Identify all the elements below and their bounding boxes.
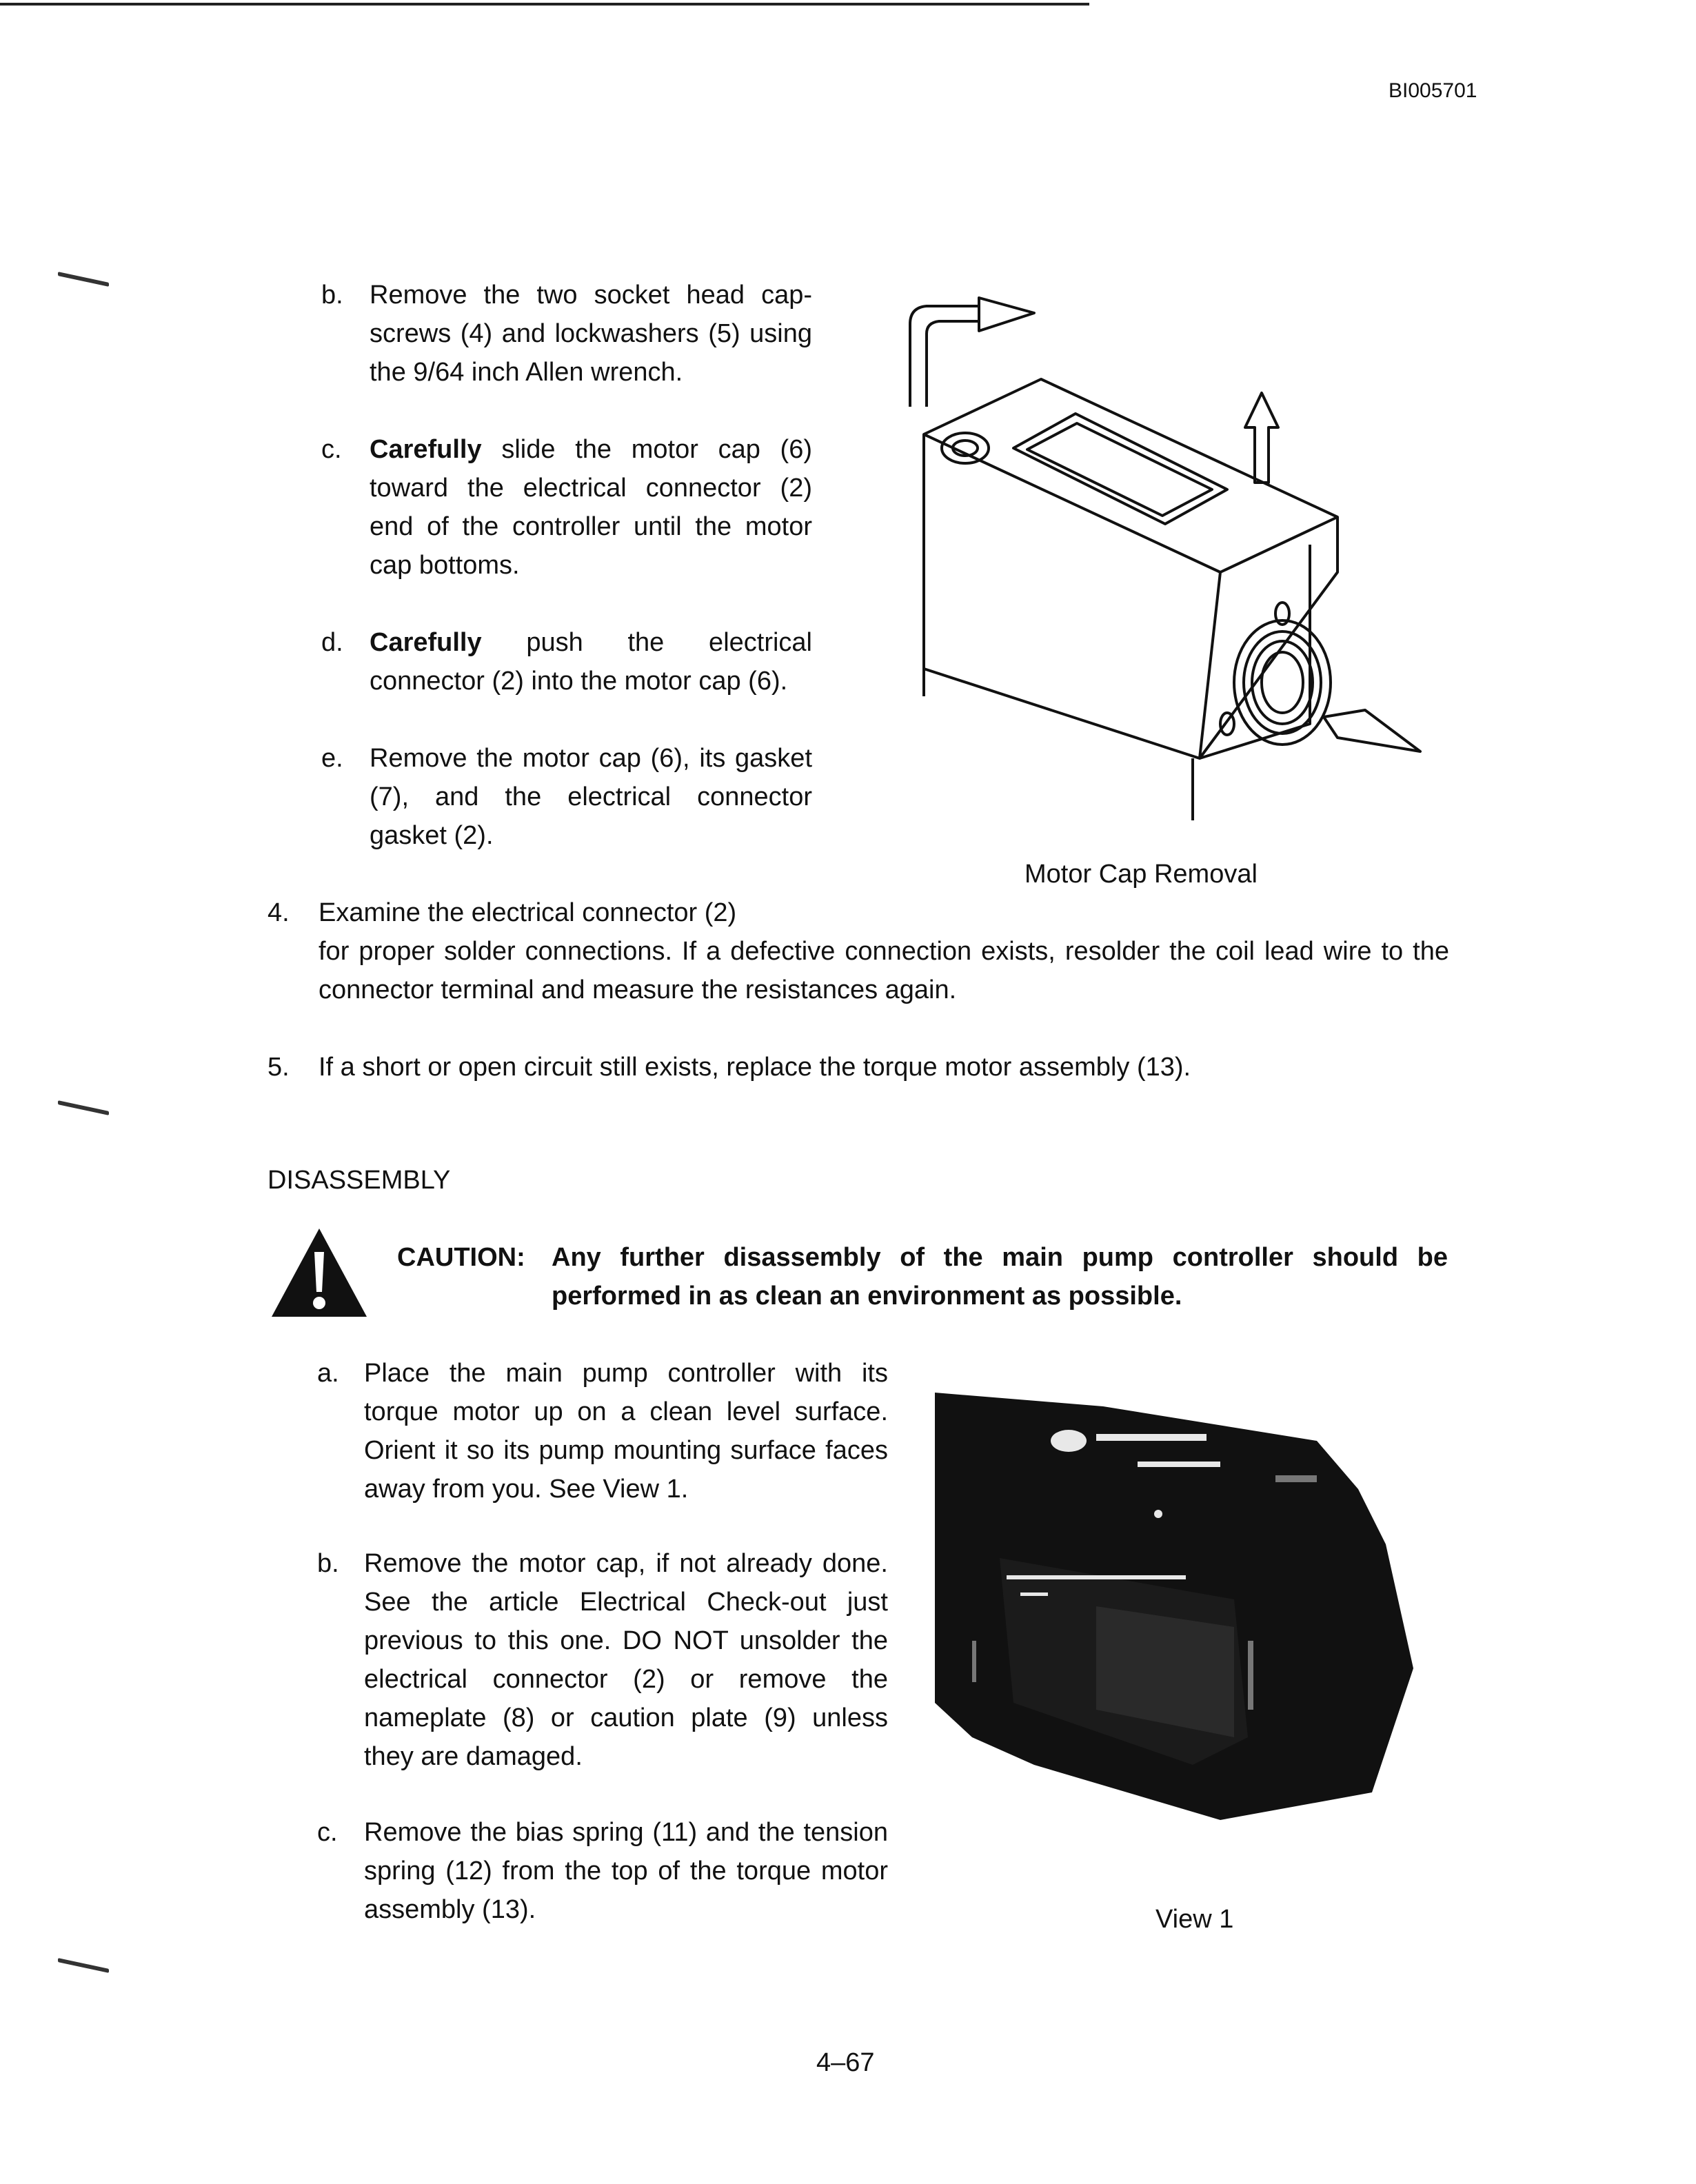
- step-text: Examine the electrical connector (2): [319, 898, 737, 927]
- step-text: If a short or open circuit still exists, replace the torque motor assembly (13).: [319, 1053, 1191, 1082]
- step-marker: b.: [317, 1549, 339, 1578]
- step-text: Remove the bias spring (11) and the tension spring (12) from the top of the torque motor assembly (13).: [364, 1818, 888, 1924]
- figure-caption: Motor Cap Removal: [1024, 860, 1258, 889]
- section-heading: DISASSEMBLY: [267, 1166, 451, 1195]
- step-marker: d.: [321, 628, 343, 657]
- step-marker: c.: [317, 1818, 338, 1847]
- emphasis: Carefully: [370, 435, 482, 464]
- warning-icon: [267, 1224, 371, 1321]
- step-marker: 4.: [267, 898, 290, 927]
- margin-tick: [58, 272, 109, 287]
- step-marker: b.: [321, 281, 343, 310]
- step-text: Remove the two socket head cap-screws (4) and lockwashers (5) using the 9/64 inch Allen wrench.: [370, 281, 812, 387]
- emphasis: Carefully: [370, 628, 482, 657]
- motor-cap-drawing: [896, 283, 1434, 834]
- step-text: Carefully slide the motor cap (6) toward the electrical connector (2) end of the controller until the motor cap bottoms.: [370, 435, 812, 580]
- margin-tick: [58, 1958, 109, 1973]
- step-text: Carefully push the electrical connector (2) into the motor cap (6).: [370, 628, 812, 696]
- caution-text: Any further disassembly of the main pump controller should be performed in as clean an environment as possible.: [552, 1243, 1448, 1311]
- document-id: BI005701: [1389, 79, 1477, 102]
- figure-caption: View 1: [1155, 1905, 1234, 1934]
- margin-tick: [58, 1100, 109, 1115]
- step-marker: e.: [321, 744, 343, 773]
- step-marker: c.: [321, 435, 342, 464]
- step-text: Place the main pump controller with its torque motor up on a clean level surface. Orient it so its pump mounting surface faces away from you. See View 1.: [364, 1359, 888, 1504]
- top-rule: [0, 3, 1089, 6]
- controller-photo: [931, 1379, 1413, 1820]
- step-text: for proper solder connections. If a defective connection exists, resolder the coil lead wire to the connector terminal and measure the resistances again.: [319, 937, 1449, 1004]
- step-marker: a.: [317, 1359, 339, 1388]
- page-number: 4–67: [816, 2048, 875, 2077]
- caution-label: CAUTION:: [397, 1243, 525, 1272]
- step-text: Remove the motor cap (6), its gasket (7), and the electrical connector gasket (2).: [370, 744, 812, 850]
- step-marker: 5.: [267, 1053, 290, 1082]
- step-text: Remove the motor cap, if not already done. See the article Electrical Check-out just previous to this one. DO NOT unsolder the electrical connector (2) or remove the nameplate (8) or caution plate (9) unless they are damaged.: [364, 1549, 888, 1771]
